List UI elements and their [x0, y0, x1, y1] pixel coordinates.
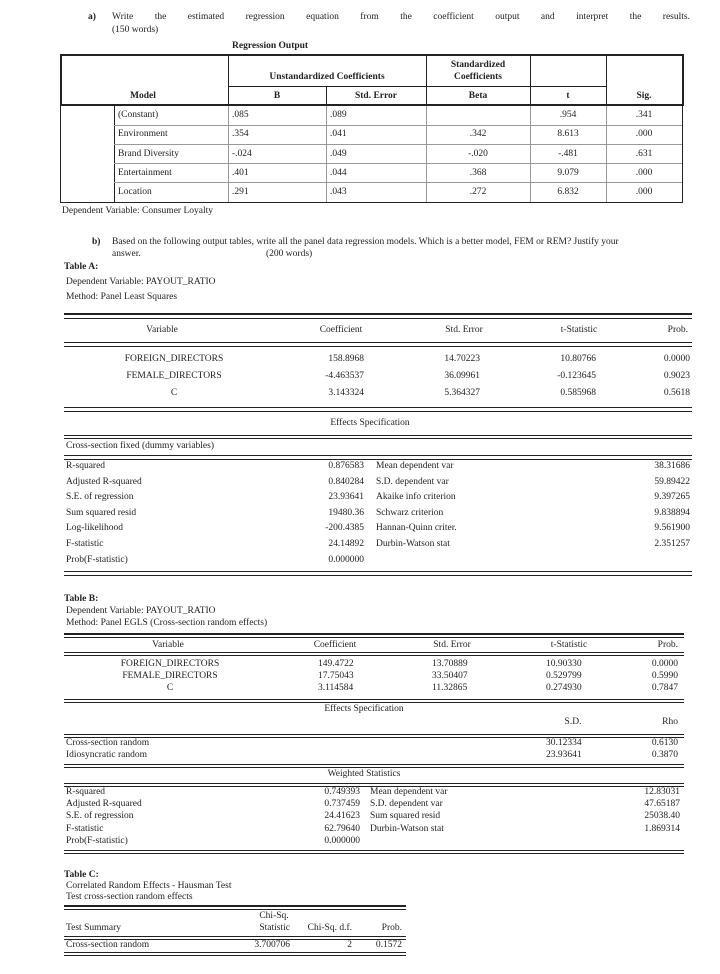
header-sig: Sig.	[636, 91, 652, 101]
table-a-coef: 158.8968	[328, 354, 364, 364]
regression-cell-se: .049	[330, 148, 347, 159]
regression-cell-beta: -.020	[468, 148, 488, 159]
table-a-h-variable: Variable	[146, 325, 178, 335]
table-b-prob: 0.5990	[651, 671, 678, 681]
question-a-wordcount: (150 words)	[112, 25, 159, 35]
table-b-stat-label-2: Mean dependent var	[370, 787, 448, 797]
regression-cell-name: Location	[118, 187, 152, 198]
table-b-prob: 0.0000	[651, 659, 678, 669]
table-b-h-se: Std. Error	[433, 640, 471, 650]
table-a-stat-value-2: 59.89422	[654, 476, 690, 487]
table-b-stat-label-2: Durbin-Watson stat	[370, 823, 444, 834]
table-b-stat-label: R-squared	[66, 787, 106, 797]
table-c-row-stat: 3.700706	[254, 940, 290, 950]
table-b-h-coef: Coefficient	[313, 640, 357, 650]
table-a-prob: 0.5618	[663, 388, 690, 398]
regression-cell-se: .043	[330, 187, 347, 198]
table-a-stat-value: 0.876583	[328, 461, 364, 471]
table-b-h-t: t-Statistic	[550, 640, 588, 650]
table-c-h-summary: Test Summary	[66, 923, 122, 933]
table-c-h-chi-2: Statistic	[259, 923, 290, 933]
table-a-h-coef: Coefficient	[319, 325, 363, 335]
table-c-row-prob: 0.1572	[375, 940, 402, 950]
table-b-effects-spec: Effects Specification	[324, 704, 404, 714]
table-a-se: 5.364327	[444, 388, 480, 398]
table-a-variable: C	[170, 388, 178, 398]
table-b-stat-value: 0.749393	[324, 787, 360, 797]
table-b-dependent: Dependent Variable: PAYOUT_RATIO	[66, 606, 216, 616]
table-b-stat-label-2: Sum squared resid	[370, 811, 441, 822]
header-t: t	[566, 91, 570, 101]
table-b-h-rho: Rho	[662, 717, 678, 727]
table-a-coef: -4.463537	[325, 371, 364, 381]
table-a-stat-value: -200.4385	[325, 523, 364, 534]
table-b-stat-label: S.E. of regression	[66, 811, 134, 822]
table-a-stat-label: R-squared	[66, 461, 106, 471]
table-a-stat-label: Sum squared resid	[66, 507, 137, 518]
question-a-text: Write the estimated regression equation from the coefficient output and interpret the results.	[112, 12, 690, 22]
table-b-t: 0.529799	[546, 671, 582, 681]
table-b-se: 11.32865	[432, 683, 468, 693]
table-b-h-sd: S.D.	[564, 717, 582, 727]
table-b-stat-value: 24.41623	[324, 811, 360, 822]
table-b-se: 33.50407	[432, 671, 468, 681]
table-a-stat-label: Adjusted R-squared	[66, 476, 142, 487]
table-a-variable: FEMALE_DIRECTORS	[126, 371, 222, 381]
table-a-stat-label-2: Hannan-Quinn criter.	[376, 523, 457, 534]
table-a-variable: FOREIGN_DIRECTORS	[124, 354, 224, 364]
header-standardized-1: Standardized	[450, 60, 506, 70]
table-a-stat-value: 0.000000	[328, 554, 364, 565]
table-a-stat-value-2: 9.397265	[654, 492, 690, 503]
table-a-t: 10.80766	[560, 354, 596, 364]
header-unstandardized: Unstandardized Coefficients	[269, 72, 385, 82]
table-a-stat-label: Log-likelihood	[66, 523, 123, 534]
regression-cell-t: 8.613	[557, 129, 579, 140]
table-a-stat-label: F-statistic	[66, 539, 104, 549]
regression-cell-sig: .000	[635, 187, 653, 198]
regression-cell-name: Environment	[118, 129, 168, 140]
table-a-stat-value: 0.840284	[328, 476, 364, 487]
table-a-prob: 0.9023	[663, 371, 690, 381]
table-a-stat-value-2: 38.31686	[654, 461, 690, 471]
table-a-stat-value: 19480.36	[328, 507, 364, 518]
table-a-cross-section: Cross-section fixed (dummy variables)	[66, 441, 215, 451]
table-b-re-label: Cross-section random	[66, 738, 150, 748]
table-b-variable: FEMALE_DIRECTORS	[122, 671, 218, 681]
table-b-stat-value-2: 12.83031	[644, 787, 680, 797]
table-a-t: 0.585968	[560, 388, 596, 398]
header-standardized-2: Coefficients	[453, 72, 502, 82]
table-b-title: Table B:	[64, 594, 99, 604]
header-model: Model	[130, 91, 156, 101]
regression-title: Regression Output	[232, 41, 309, 51]
table-c-title: Table C:	[64, 870, 99, 880]
table-b-h-variable: Variable	[152, 640, 184, 650]
table-a-stat-label-2: Durbin-Watson stat	[376, 539, 450, 549]
regression-cell-name: (Constant)	[118, 110, 159, 120]
regression-cell-beta: .368	[469, 167, 487, 178]
regression-footer: Dependent Variable: Consumer Loyalty	[62, 206, 213, 216]
table-a-se: 36.09961	[444, 371, 480, 381]
regression-cell-se: .089	[330, 110, 347, 120]
header-b: B	[273, 91, 281, 101]
table-a-stat-label-2: Akaike info criterion	[376, 492, 456, 503]
regression-cell-beta: .342	[469, 129, 487, 140]
table-a-stat-value: 24.14892	[328, 539, 364, 549]
table-b-stat-value: 0.000000	[324, 835, 360, 846]
header-std-error: Std. Error	[354, 91, 398, 101]
table-b-stat-label: Adjusted R-squared	[66, 799, 142, 810]
table-b-stat-value: 62.79640	[324, 823, 360, 834]
table-b-re-rho: 0.6130	[651, 738, 678, 748]
table-c-line-2: Test cross-section random effects	[66, 892, 193, 902]
table-b-stat-label: F-statistic	[66, 823, 104, 834]
table-c-line-1: Correlated Random Effects - Hausman Test	[66, 881, 232, 891]
table-b-re-label: Idiosyncratic random	[66, 750, 147, 760]
table-a-stat-label: S.E. of regression	[66, 492, 134, 503]
regression-cell-se: .041	[330, 129, 347, 140]
table-a-stat-value-2: 9.561900	[654, 523, 690, 534]
regression-cell-sig: .341	[635, 110, 653, 120]
table-a-h-prob: Prob.	[667, 325, 688, 335]
table-b-t: 10.90330	[546, 659, 582, 669]
table-b-stat-label-2: S.D. dependent var	[370, 799, 443, 810]
question-b-wordcount: (200 words)	[266, 249, 313, 259]
table-b-variable: C	[166, 683, 174, 693]
regression-cell-sig: .000	[635, 167, 653, 178]
table-c-h-chi-1: Chi-Sq.	[259, 911, 289, 921]
question-b-text: Based on the following output tables, write all the panel data regression models. Which is a better model, FEM or REM? Justify your	[112, 237, 619, 247]
table-a-title: Table A:	[64, 262, 99, 272]
table-b-stat-label: Prob(F-statistic)	[66, 835, 128, 846]
table-a-stat-label-2: Mean dependent var	[376, 461, 454, 471]
table-a-stat-label-2: S.D. dependent var	[376, 476, 449, 487]
regression-cell-name: Entertainment	[118, 167, 172, 178]
regression-cell-b: .085	[232, 110, 249, 120]
regression-cell-se: .044	[330, 167, 347, 178]
table-b-re-sd: 30.12334	[546, 738, 582, 748]
regression-cell-b: -.024	[232, 148, 252, 159]
regression-cell-t: 6.832	[557, 187, 579, 198]
table-a-coef: 3.143324	[328, 388, 364, 398]
regression-cell-t: -.481	[558, 148, 578, 159]
header-beta: Beta	[468, 91, 488, 101]
table-b-se: 13.70889	[432, 659, 468, 669]
table-b-coef: 3.114584	[318, 683, 354, 693]
table-a-effects-spec: Effects Specification	[330, 418, 410, 428]
table-a-stat-value-2: 9.838894	[654, 507, 690, 518]
table-b-re-sd: 23.93641	[546, 750, 582, 760]
table-a-t: -0.123645	[557, 371, 596, 381]
table-c-row-df: 2	[347, 940, 352, 950]
table-b-stat-value-2: 47.65187	[644, 799, 680, 810]
regression-cell-name: Brand Diversity	[118, 148, 179, 159]
regression-cell-sig: .000	[635, 129, 653, 140]
regression-cell-b: .401	[232, 167, 249, 178]
regression-cell-sig: .631	[635, 148, 653, 159]
table-a-prob: 0.0000	[663, 354, 690, 364]
table-b-stat-value: 0.737459	[324, 799, 360, 810]
table-b-coef: 149.4722	[318, 659, 354, 669]
table-b-stat-value-2: 1.869314	[644, 823, 680, 834]
table-a-stat-label-2: Schwarz criterion	[376, 507, 444, 518]
table-a-stat-value: 23.93641	[328, 492, 364, 503]
table-c-row-name: Cross-section random	[66, 940, 150, 950]
table-a-method: Method: Panel Least Squares	[66, 292, 178, 302]
regression-cell-b: .354	[232, 129, 249, 140]
table-b-weighted-stats: Weighted Statistics	[327, 769, 401, 779]
table-b-variable: FOREIGN_DIRECTORS	[120, 659, 220, 669]
table-a-dependent: Dependent Variable: PAYOUT_RATIO	[66, 277, 216, 287]
regression-cell-b: .291	[232, 187, 249, 198]
table-b-t: 0.274930	[546, 683, 582, 693]
table-a-se: 14.70223	[444, 354, 480, 364]
table-a-stat-label: Prob(F-statistic)	[66, 554, 128, 565]
question-b-text-2: answer.	[112, 249, 141, 259]
question-b-label: b)	[92, 237, 101, 247]
table-b-re-rho: 0.3870	[651, 750, 678, 760]
table-b-h-prob: Prob.	[657, 640, 678, 650]
table-b-coef: 17.75043	[318, 671, 354, 681]
table-b-prob: 0.7847	[651, 683, 678, 693]
regression-cell-beta: .272	[469, 187, 487, 198]
question-a-label: a)	[88, 12, 96, 22]
table-a-h-t: t-Statistic	[560, 325, 598, 335]
table-b-stat-value-2: 25038.40	[644, 811, 680, 822]
regression-cell-t: .954	[559, 110, 577, 120]
regression-cell-t: 9.079	[557, 167, 579, 178]
table-c-h-df: Chi-Sq. d.f.	[307, 923, 352, 933]
table-a-h-se: Std. Error	[445, 325, 483, 335]
table-a-stat-value-2: 2.351257	[654, 539, 690, 549]
table-b-method: Method: Panel EGLS (Cross-section random effects)	[66, 618, 268, 628]
table-c-h-prob: Prob.	[381, 923, 402, 933]
